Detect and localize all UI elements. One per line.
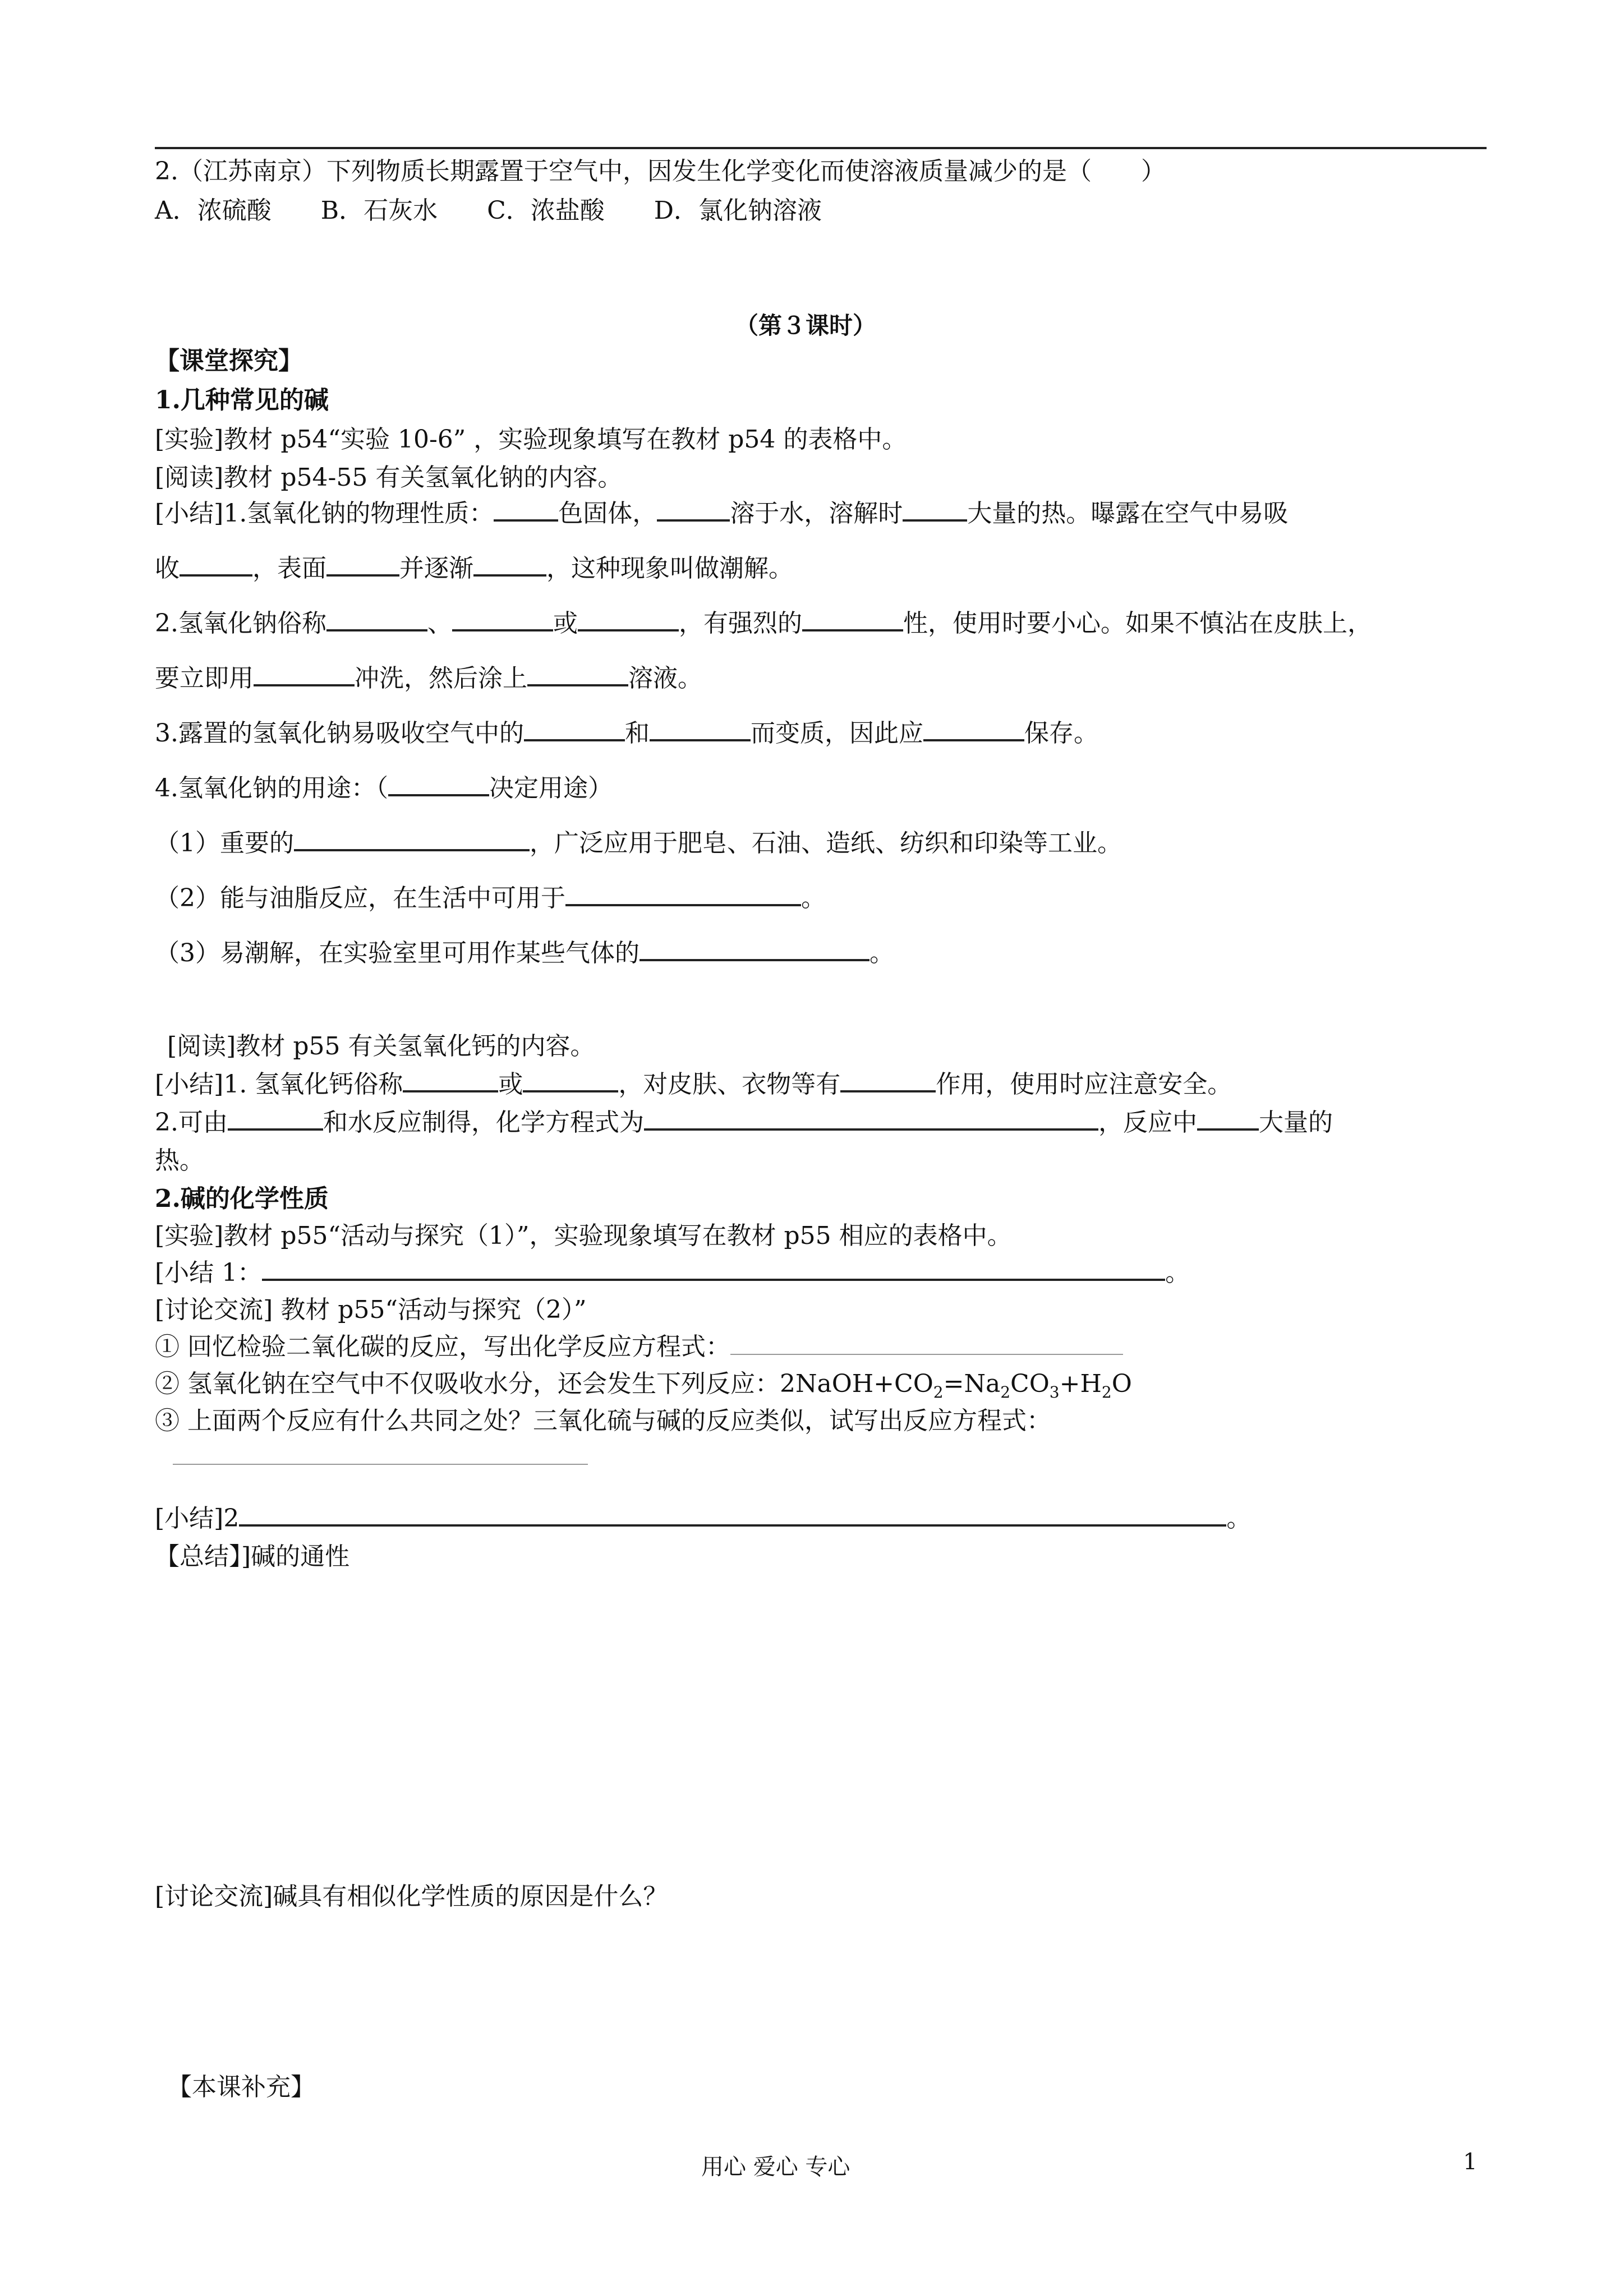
blank[interactable] [262, 1278, 1165, 1281]
blank[interactable] [640, 958, 869, 961]
discussion-question: [讨论交流]碱具有相似化学性质的原因是什么？ [155, 1882, 668, 1911]
blank[interactable] [326, 629, 427, 631]
blank[interactable] [840, 1090, 936, 1092]
blank[interactable] [657, 519, 730, 522]
header-rule [155, 147, 1487, 149]
lesson-title: （第３课时） [735, 312, 877, 339]
part2-item-3: ③ 上面两个反应有什么共同之处？三氧化硫与碱的反应类似，试写出反应方程式： [155, 1407, 1051, 1435]
naoh-storage: 3.露置的氢氧化钠易吸收空气中的 和 而变质，因此应 保存。 [155, 719, 1098, 748]
blank[interactable] [565, 903, 801, 906]
blank[interactable] [903, 519, 967, 522]
reaction-equation: $2NaOH+CO_2=Na_2CO_3+H_2O$ [779, 1370, 1132, 1401]
page-number: 1 [1463, 2149, 1478, 2175]
naoh-summary-line1: [小结]1.氢氧化钠的物理性质： 色固体， 溶于水，溶解时 大量的热。曝露在空气中易吸 [155, 499, 1289, 528]
blank[interactable] [1197, 1128, 1259, 1131]
naoh-use-2: （2）能与油脂反应，在生活中可用于 。 [155, 884, 826, 912]
caoh2-summary-2-cont: 热。 [155, 1146, 204, 1175]
blank[interactable] [228, 1128, 323, 1131]
blank[interactable] [254, 684, 355, 686]
part1-reading: [阅读]教材 p54-55 有关氢氧化钠的内容。 [155, 463, 623, 492]
blank[interactable] [239, 1524, 1226, 1527]
question-2-options: A．浓硫酸 B．石灰水 C．浓盐酸 D．氯化钠溶液 [155, 196, 822, 225]
blank[interactable] [173, 1463, 588, 1465]
part2-summary-1: [小结 1： 。 [155, 1258, 1190, 1287]
blank[interactable] [403, 1090, 498, 1092]
conclusion-heading: 【总结】]碱的通性 [155, 1542, 350, 1571]
part1-experiment: [实验]教材 p54“实验 10-6” ，实验现象填写在教材 p54 的表格中。 [155, 425, 907, 454]
blank[interactable] [294, 849, 530, 851]
part2-item-1: ① 回忆检验二氧化碳的反应，写出化学反应方程式： [155, 1334, 1123, 1361]
blank[interactable] [644, 1128, 1098, 1131]
part2-summary-2: [小结]2 。 [155, 1504, 1252, 1533]
naoh-first-aid: 要立即用 冲洗，然后涂上 溶液。 [155, 664, 702, 693]
blank[interactable] [180, 574, 252, 577]
part1-title: 1.几种常见的碱 [155, 386, 329, 414]
blank[interactable] [578, 629, 679, 631]
part1-reading-2: [阅读]教材 p55 有关氢氧化钙的内容。 [167, 1032, 595, 1061]
naoh-uses: 4.氢氧化钠的用途：（ 决定用途） [155, 774, 613, 803]
naoh-summary-line2: 收 ，表面 并逐渐 ，这种现象叫做潮解。 [155, 554, 793, 583]
question-2-stem: 2.（江苏南京）下列物质长期露置于空气中，因发生化学变化而使溶液质量减少的是（ ） [155, 157, 1166, 186]
blank[interactable] [524, 739, 625, 741]
blank[interactable] [473, 574, 546, 577]
supplement-heading: 【本课补充】 [167, 2073, 315, 2101]
naoh-use-3: （3）易潮解，在实验室里可用作某些气体的 。 [155, 939, 894, 967]
blank[interactable] [326, 574, 399, 577]
blank[interactable] [923, 739, 1024, 741]
footer-motto: 用心 爱心 专心 [701, 2154, 850, 2180]
naoh-common-names: 2.氢氧化钠俗称 、 或 ，有强烈的 性，使用时要小心。如果不慎沾在皮肤上， [155, 609, 1372, 638]
blank[interactable] [494, 519, 558, 522]
part2-experiment: [实验]教材 p55“活动与探究（1）”，实验现象填写在教材 p55 相应的表格中。 [155, 1221, 1012, 1250]
blank[interactable] [388, 794, 489, 796]
naoh-use-1: （1）重要的 ，广泛应用于肥皂、石油、造纸、纺织和印染等工业。 [155, 829, 1122, 857]
blank[interactable] [730, 1353, 1123, 1355]
part2-item-3-answer [173, 1444, 588, 1470]
blank[interactable] [802, 629, 903, 631]
caoh2-summary-2: 2.可由 和水反应制得，化学方程式为 ，反应中 大量的 [155, 1108, 1333, 1137]
blank[interactable] [650, 739, 751, 741]
blank[interactable] [452, 629, 553, 631]
part2-item-2: ② 氢氧化钠在空气中不仅吸收水分，还会发生下列反应：$2NaOH+CO_2=Na_2CO_3+H_2O$ [155, 1370, 1132, 1401]
part2-title: 2.碱的化学性质 [155, 1184, 329, 1213]
blank[interactable] [523, 1090, 618, 1092]
caoh2-summary-1: [小结]1. 氢氧化钙俗称 或 ，对皮肤、衣物等有 作用，使用时应注意安全。 [155, 1070, 1232, 1099]
part2-discussion: [讨论交流] 教材 p55“活动与探究（2）” [155, 1295, 587, 1324]
section-header: 【课堂探究】 [155, 347, 303, 375]
blank[interactable] [527, 684, 628, 686]
